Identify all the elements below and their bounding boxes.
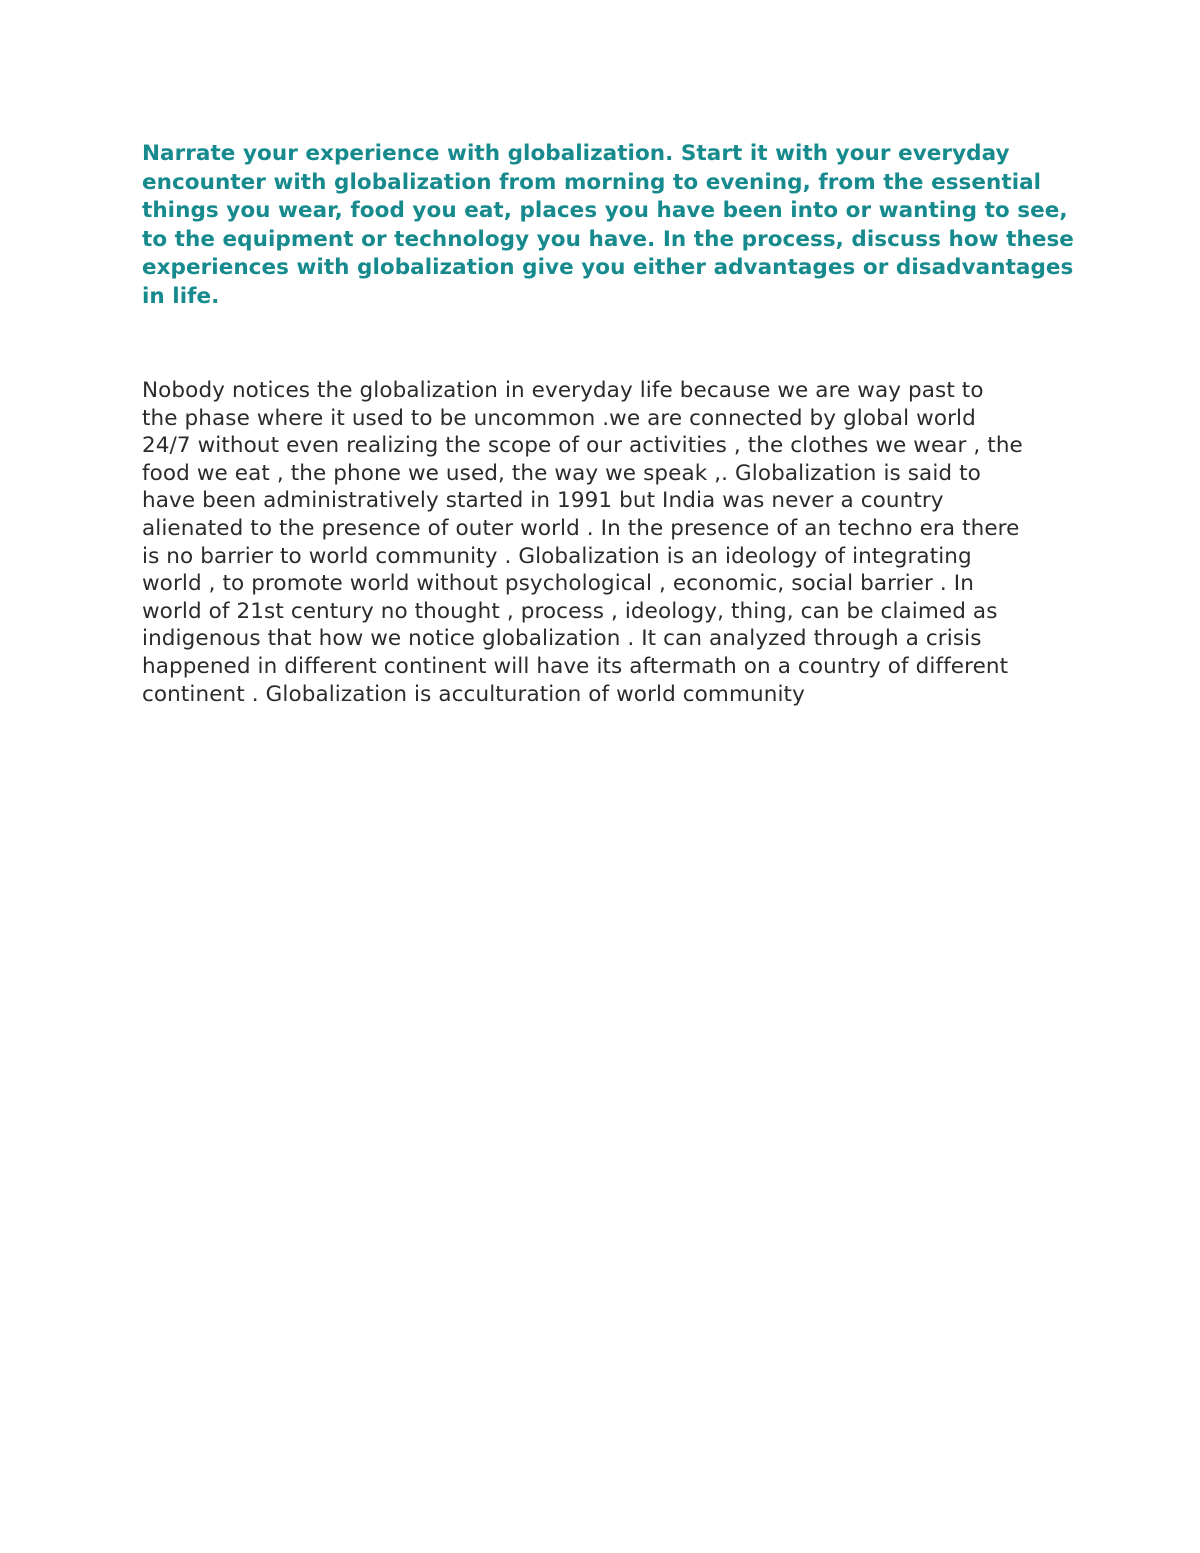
assignment-prompt bbox=[142, 140, 1074, 312]
answer-line: continent . Globalization is acculturation of world community bbox=[142, 681, 805, 707]
answer-line: Nobody notices the globalization in everyday life because we are way past to bbox=[142, 378, 984, 403]
answer-line: world of 21st century no thought , process , ideology, thing, can be claimed as bbox=[142, 598, 998, 624]
prompt-line: things you wear, food you eat, places you have been into or wanting to see, bbox=[142, 198, 1068, 224]
answer-line: alienated to the presence of outer world . In the presence of an techno era there bbox=[142, 515, 1020, 541]
answer-line: is no barrier to world community . Globalization is an ideology of integrating bbox=[142, 543, 972, 569]
answer-line: food we eat , the phone we used, the way we speak ,. Globalization is said to bbox=[142, 460, 981, 486]
answer-line: the phase where it used to be uncommon .we are connected by global world bbox=[142, 405, 976, 431]
prompt-line: in life. bbox=[142, 283, 220, 309]
prompt-line: Narrate your experience with globalization. Start it with your everyday bbox=[142, 141, 1010, 166]
prompt-line: to the equipment or technology you have. In the process, discuss how these bbox=[142, 226, 1074, 252]
prompt-line: encounter with globalization from morning to evening, from the essential bbox=[142, 169, 1042, 195]
answer-line: happened in different continent will have its aftermath on a country of different bbox=[142, 653, 1009, 679]
answer-line: world , to promote world without psychological , economic, social barrier . In bbox=[142, 571, 974, 597]
answer-paragraph bbox=[142, 377, 1072, 708]
answer-line: 24/7 without even realizing the scope of our activities , the clothes we wear , the bbox=[142, 433, 1023, 459]
prompt-line: experiences with globalization give you either advantages or disadvantages bbox=[142, 255, 1074, 281]
answer-line: have been administratively started in 1991 but India was never a country bbox=[142, 488, 944, 514]
answer-line: indigenous that how we notice globalization . It can analyzed through a crisis bbox=[142, 626, 982, 652]
